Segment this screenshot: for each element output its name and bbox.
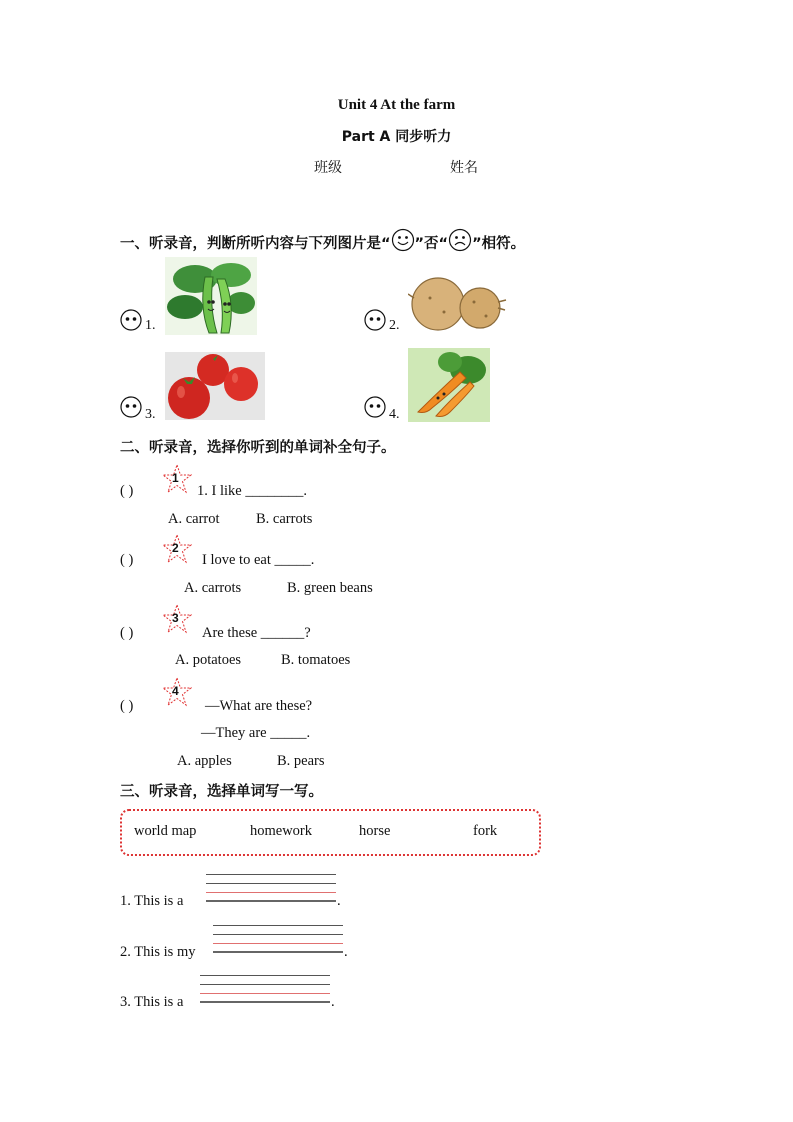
section2-instruction: 二、听录音，选择你听到的单词补全句子。 (120, 440, 396, 456)
writing-lines[interactable] (213, 925, 343, 955)
question-text: —What are these? (205, 698, 313, 714)
smiley-face-icon (391, 228, 415, 252)
tomatoes-image (165, 350, 265, 422)
star-number: 2 (172, 541, 179, 555)
green-beans-image (165, 257, 257, 335)
option-b[interactable]: B. green beans (287, 580, 373, 596)
option-b[interactable]: B. pears (277, 753, 325, 769)
option-b[interactable]: B. tomatoes (281, 652, 351, 668)
answer-blank[interactable]: ( ) (120, 552, 134, 568)
sentence-prefix: 2. This is my (120, 944, 196, 960)
item-number: 1. (145, 318, 156, 333)
option-a[interactable]: A. carrots (184, 580, 242, 596)
page-subtitle: Part A 同步听力 (341, 129, 452, 145)
item-number: 3. (145, 407, 156, 422)
answer-text: —They are _____. (201, 725, 311, 741)
name-label: 姓名 (450, 160, 478, 176)
sentence-end: . (331, 994, 335, 1010)
sentence-end: . (344, 944, 348, 960)
option-a[interactable]: A. potatoes (175, 652, 242, 668)
section1-instruction-post: ”相符。 (472, 236, 526, 252)
sad-face-icon (448, 228, 472, 252)
item-number: 2. (389, 318, 400, 333)
carrots-image (408, 348, 490, 422)
word-bank-item: homework (250, 823, 313, 839)
star-badge (162, 604, 192, 639)
star-badge (162, 464, 192, 499)
star-badge (162, 534, 192, 569)
question-text: Are these ______? (202, 625, 311, 641)
answer-blank[interactable]: ( ) (120, 625, 134, 641)
star-number: 3 (172, 611, 179, 625)
sentence-prefix: 1. This is a (120, 893, 184, 909)
star-badge (162, 677, 192, 712)
potatoes-image (408, 272, 508, 334)
class-label: 班级 (314, 160, 342, 176)
section1-instruction (120, 228, 525, 253)
answer-blank[interactable]: ( ) (120, 483, 134, 499)
word-bank-item: horse (359, 823, 391, 839)
sentence-end: . (337, 893, 341, 909)
writing-lines[interactable] (200, 975, 330, 1005)
answer-face-icon[interactable] (364, 309, 386, 331)
page-title: Unit 4 At the farm (337, 97, 456, 113)
answer-blank[interactable]: ( ) (120, 698, 134, 714)
answer-face-icon[interactable] (120, 396, 142, 418)
question-text: I love to eat _____. (202, 552, 315, 568)
question-text: 1. I like ________. (197, 483, 307, 499)
section1-instruction-pre: 一、听录音，判断所听内容与下列图片是“ (120, 236, 391, 252)
star-number: 1 (172, 471, 179, 485)
word-bank-item: world map (134, 823, 197, 839)
option-a[interactable]: A. apples (177, 753, 232, 769)
option-a[interactable]: A. carrot (168, 511, 220, 527)
word-bank (120, 809, 541, 856)
word-bank-item: fork (473, 823, 498, 839)
option-b[interactable]: B. carrots (256, 511, 313, 527)
answer-face-icon[interactable] (364, 396, 386, 418)
sentence-prefix: 3. This is a (120, 994, 184, 1010)
answer-face-icon[interactable] (120, 309, 142, 331)
section3-instruction: 三、听录音，选择单词写一写。 (120, 784, 323, 800)
section1-instruction-mid: ”否“ (414, 236, 449, 252)
star-number: 4 (172, 684, 179, 698)
writing-lines[interactable] (206, 874, 336, 904)
item-number: 4. (389, 407, 400, 422)
